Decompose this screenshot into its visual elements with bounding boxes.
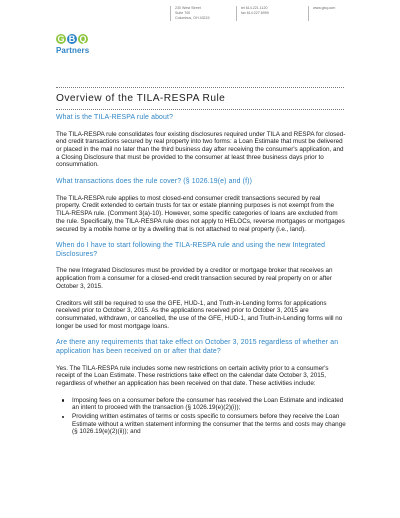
logo-mark <box>56 34 126 44</box>
requirements-list <box>56 397 346 437</box>
section-question: What transactions does the rule cover? (§ 1026.19(e) and (f)) <box>56 178 253 186</box>
list-item: Imposing fees on a consumer before the consumer has received the Loan Estimate and indicated an intent to proceed with the transaction (§ 1026.19(e)(2)(i)); <box>66 397 346 412</box>
section-paragraph: The TILA-RESPA rule consolidates four existing disclosures required under TILA and RESPA for closed-end credit transactions secured by real property into two forms: a Loan Estimate that must be delivered or placed in the mail no later than the third business day after receiving the consumer's application, and a Closing Disclosure that must be provided to the consumer at least three business days prior to consummation. <box>56 130 346 169</box>
website-block <box>308 6 360 21</box>
logo-tagline: Partners <box>56 46 90 55</box>
document-body <box>56 114 346 437</box>
section-paragraph: Creditors will still be required to use the GFE, HUD-1, and Truth-in-Lending forms for applications received prior to October 3, 2015. As the applications received prior to October 3, 2015 are consummated, withdrawn, or cancelled, the use of the GFE, HUD-1, and Truth-in-Lending forms will no longer be used for most mortgage loans. <box>56 299 343 330</box>
section-question: When do I have to start following the TILA-RESPA rule and using the new Integrated Disclosures? <box>56 242 326 258</box>
address-line: Suite 700 <box>175 11 191 15</box>
page-title: Overview of the TILA-RESPA Rule <box>56 93 226 104</box>
logo-letter-b: B <box>68 34 76 44</box>
header-contact <box>170 6 360 21</box>
section-paragraph: The new Integrated Disclosures must be provided by a creditor or mortgage broker that receives an application from a consumer for a closed-end credit transaction secured by real property on or after October 3, 2015. <box>56 267 333 290</box>
address-line: Columbus, OH 43215 <box>175 16 210 20</box>
fax-line: fax 614.227.6999 <box>241 11 269 15</box>
company-logo <box>56 34 126 64</box>
list-item: Providing written estimates of terms or costs specific to consumers before they receive the Loan Estimate without a written statement informing the consumer that the terms and costs may change (§ 1026.19(e)(2)(ii)); and <box>66 413 346 436</box>
divider <box>56 87 344 88</box>
section-question: What is the TILA-RESPA rule about? <box>56 114 174 121</box>
address-block <box>170 6 236 21</box>
address-line: 230 West Street <box>175 6 201 10</box>
section-paragraph: Yes. The TILA-RESPA rule includes some new restrictions on certain activity prior to a consumer's receipt of the Loan Estimate. These restrictions take effect on the calendar date October 3, 2015, regardless of whether an application has been received on that date. These activities include: <box>56 364 329 387</box>
phone-block <box>236 6 308 21</box>
section-question: Are there any requirements that take effect on October 3, 2015 regardless of whether an application has been received on or after that date? <box>56 339 339 355</box>
phone-line: tel 614.221.1120 <box>241 6 268 10</box>
website-link[interactable]: www.gbq.com <box>313 6 336 10</box>
divider <box>56 109 344 110</box>
section-paragraph: The TILA-RESPA rule applies to most closed-end consumer credit transactions secured by real property. Credit extended to certain trusts for tax or estate planning purposes is not exempt from the TILA-RESPA rule. (Comment 3(a)-10). However, some specific categories of loans are excluded from the rule. Specifically, the TILA-RESPA rule does not apply to HELOCs, reverse mortgages or mortgages secured by a mobile home or by a dwelling that is not attached to real property (i.e., land). <box>56 194 345 233</box>
logo-letter-g: G <box>57 34 65 44</box>
logo-letter-q: Q <box>79 34 87 44</box>
